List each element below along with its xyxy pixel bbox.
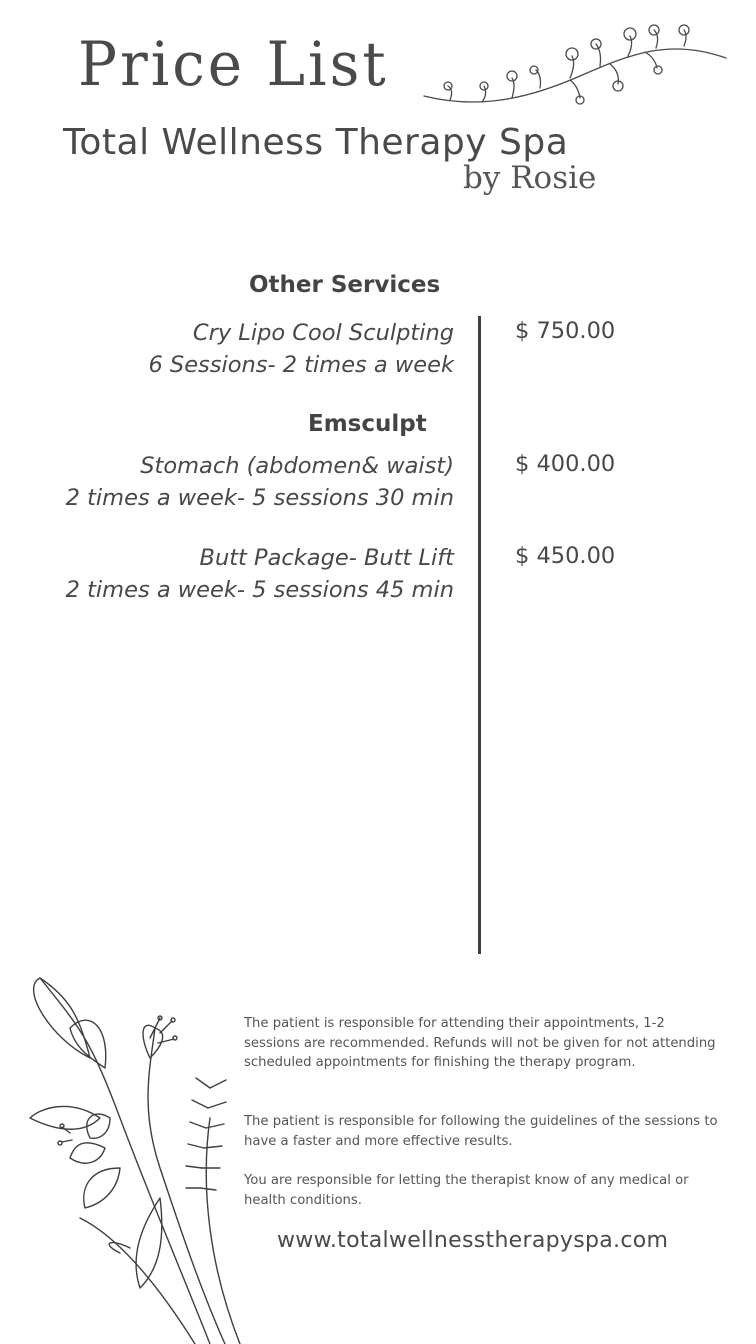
policy-note: The patient is responsible for attending their appointments, 1-2 sessions are recommended. Refunds will not be given for not attending scheduled appointments for finishing the therapy program. [244,1016,716,1070]
page-title: Price List [78,28,389,100]
policy-note: The patient is responsible for following the guidelines of the sessions to have a faster and more effective results. [244,1114,718,1149]
service-price: $ 750.00 [515,318,616,344]
service-name: Stomach (abdomen& waist) [140,453,454,479]
section-heading-emsculpt: Emsculpt [308,411,427,437]
floral-vine-illustration [420,18,730,118]
service-item [66,450,454,514]
policy-note: You are responsible for letting the therapist know of any medical or health conditions. [244,1173,689,1208]
botanical-bouquet-illustration [10,968,250,1344]
service-detail: 6 Sessions- 2 times a week [148,352,454,378]
service-price: $ 400.00 [515,451,616,477]
service-price: $ 450.00 [515,543,616,569]
website-link[interactable]: www.totalwellnesstherapyspa.com [277,1228,669,1253]
by-line: by Rosie [463,160,597,196]
service-detail: 2 times a week- 5 sessions 45 min [65,577,454,603]
column-divider [478,316,481,954]
service-name: Cry Lipo Cool Sculpting [192,320,454,346]
service-name: Butt Package- Butt Lift [199,545,454,571]
service-detail: 2 times a week- 5 sessions 30 min [65,485,454,511]
section-heading-other-services: Other Services [249,272,441,298]
spa-name: Total Wellness Therapy Spa [63,122,569,163]
service-item [66,542,454,606]
service-item [148,317,454,381]
